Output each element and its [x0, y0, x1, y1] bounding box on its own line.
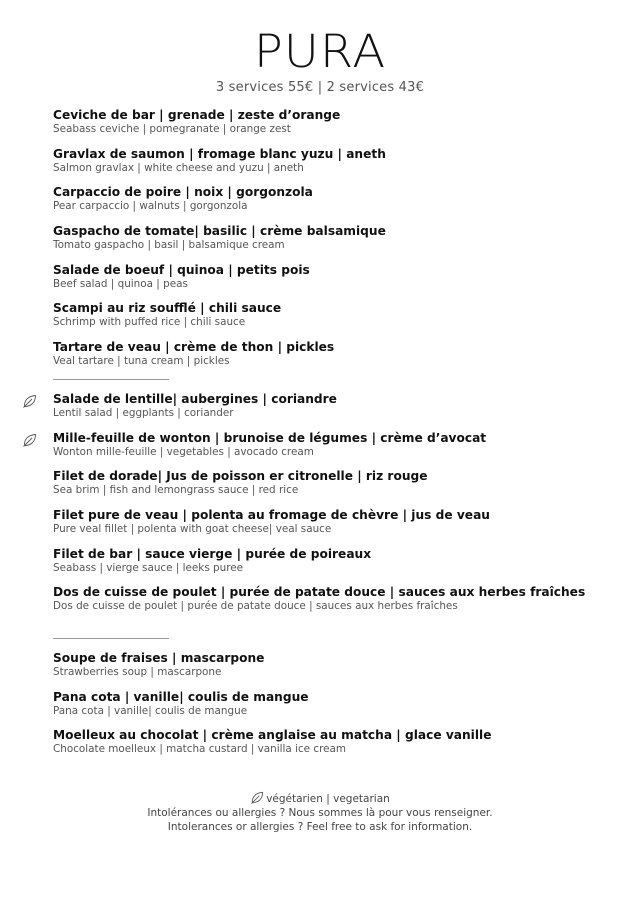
menu-item: [53, 262, 613, 301]
menu-item: [53, 300, 613, 339]
dish-name-fr: Dos de cuisse de poulet | purée de patate douce | sauces aux herbes fraîches: [53, 585, 586, 600]
allergy-note-en: Intolerances or allergies ? Feel free to ask for information.: [167, 821, 473, 833]
dish-name-fr: Salade de boeuf | quinoa | petits pois: [53, 262, 310, 277]
dish-name-fr: Pana cota | vanille| coulis de mangue: [53, 689, 309, 704]
dish-name-en: Pure veal fillet | polenta with goat cheese| veal sauce: [53, 523, 332, 536]
dish-name-en: Pana cota | vanille| coulis de mangue: [53, 704, 248, 717]
section-divider: [53, 638, 169, 639]
dish-name-en: Schrimp with puffed rice | chili sauce: [53, 316, 246, 329]
starters-section: [53, 107, 613, 378]
dish-name-en: Seabass ceviche | pomegranate | orange zest: [53, 123, 291, 135]
menu-item: [53, 223, 613, 262]
dish-name-fr: Ceviche de bar | grenade | zeste d’orange: [53, 108, 341, 122]
menu-footer: [0, 790, 640, 834]
menu-item: [53, 107, 613, 146]
menu-item: [53, 507, 613, 546]
restaurant-name: PURA: [253, 25, 387, 79]
menu-item: [53, 584, 613, 623]
dish-name-fr: Mille-feuille de wonton | brunoise de légumes | crème d’avocat: [53, 430, 487, 445]
menu-header: [0, 26, 640, 95]
dish-name-fr: Gaspacho de tomate| basilic | crème balsamique: [53, 224, 386, 239]
dish-name-fr: Soupe de fraises | mascarpone: [53, 651, 265, 665]
dish-name-en: Tomato gaspacho | basil | balsamique cream: [53, 239, 285, 252]
dish-name-fr: Filet de bar | sauce vierge | purée de poireaux: [53, 546, 372, 561]
dish-name-en: Veal tartare | tuna cream | pickles: [53, 355, 230, 368]
dish-name-en: Lentil salad | eggplants | coriander: [53, 407, 234, 419]
dish-name-en: Chocolate moelleux | matcha custard | vanilla ice cream: [53, 743, 347, 756]
vegetarian-legend: [0, 790, 640, 806]
dish-name-en: Dos de cuisse de poulet | purée de patate douce | sauces aux herbes fraîches: [53, 600, 458, 613]
dish-name-en: Salmon gravlax | white cheese and yuzu | aneth: [53, 161, 304, 174]
menu-item: [53, 391, 613, 430]
dish-name-en: Seabass | vierge sauce | leeks puree: [53, 561, 244, 574]
price-line: 3 services 55€ | 2 services 43€: [215, 80, 425, 95]
dish-name-fr: Moelleux au chocolat | crème anglaise au matcha | glace vanille: [53, 728, 492, 743]
mains-section: [53, 391, 613, 623]
menu-item: [53, 184, 613, 223]
leaf-icon: [250, 790, 265, 805]
menu-item: [53, 727, 613, 766]
dish-name-en: Sea brim | fish and lemongrass sauce | red rice: [53, 484, 299, 497]
menu-item: [53, 146, 613, 185]
leaf-icon: [22, 393, 38, 409]
dish-name-en: Wonton mille-feuille | vegetables | avocado cream: [53, 445, 314, 458]
dish-name-en: Pear carpaccio | walnuts | gorgonzola: [53, 200, 248, 213]
menu-item: [53, 468, 613, 507]
desserts-section: [53, 650, 613, 766]
menu-item: [53, 689, 613, 728]
dish-name-en: Strawberries soup | mascarpone: [53, 666, 222, 678]
section-divider: [53, 379, 169, 380]
dish-name-fr: Carpaccio de poire | noix | gorgonzola: [53, 185, 313, 200]
dish-name-fr: Filet de dorade| Jus de poisson er citronelle | riz rouge: [53, 469, 428, 484]
allergy-note-fr: Intolérances ou allergies ? Nous sommes là pour vous renseigner.: [147, 807, 493, 819]
legend-text: végétarien | vegetarian: [266, 793, 390, 805]
leaf-icon: [22, 432, 38, 448]
menu-item: [53, 339, 613, 378]
menu-item: [53, 430, 613, 469]
dish-name-fr: Filet pure de veau | polenta au fromage de chèvre | jus de veau: [53, 508, 490, 523]
dish-name-fr: Salade de lentille| aubergines | coriandre: [53, 392, 337, 406]
dish-name-fr: Gravlax de saumon | fromage blanc yuzu | aneth: [53, 146, 386, 161]
dish-name-en: Beef salad | quinoa | peas: [53, 277, 188, 290]
menu-item: [53, 546, 613, 585]
dish-name-fr: Scampi au riz soufflé | chili sauce: [53, 301, 282, 316]
menu-item: [53, 650, 613, 689]
dish-name-fr: Tartare de veau | crème de thon | pickles: [53, 340, 335, 355]
